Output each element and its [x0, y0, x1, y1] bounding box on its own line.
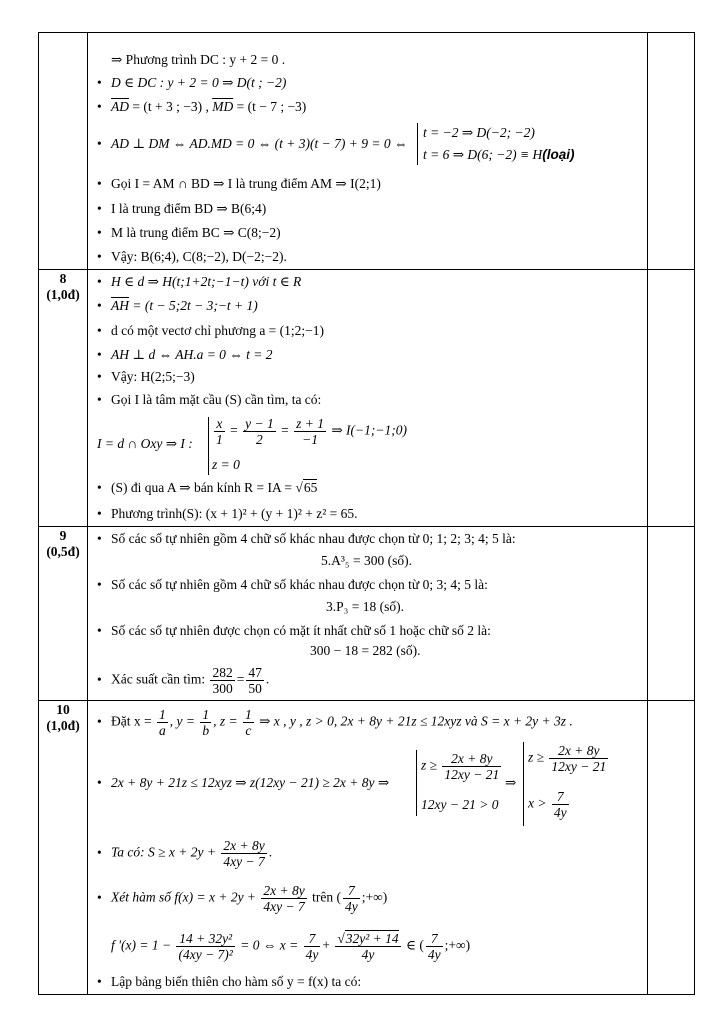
q10-system: ⇒ — [505, 775, 517, 790]
q9-line: • Số các số tự nhiên gồm 4 chữ số khác nhau được chọn từ 0; 1; 2; 3; 4; 5 là: — [97, 531, 516, 546]
q10-line: • Đặt x = $\frac{1}{a}$ , y = $\frac{1}{b}$ , z = $\frac{1}{c}$ ⇒ x , y , z > 0, 2x + 8y + 21z ≤ 12xyz và S = x + 2y + 3z . — [97, 707, 573, 738]
q7-case: t = 6 ⇒ D(6; −2) ≡ H(loại) — [423, 147, 575, 162]
bracket — [417, 123, 418, 165]
bracket — [416, 750, 417, 816]
q10-system: z ≥ $\frac{2x + 8y}{12xy - 21}$ — [528, 743, 607, 774]
q9-result: 3.P₃ = 18 (số). — [326, 599, 404, 614]
q10-line: • Lập bảng biến thiên cho hàm số y = f(x) ta có: — [97, 974, 362, 989]
q10-system: z ≥ $\frac{2x + 8y}{12xy - 21}$ — [421, 751, 500, 782]
q8-system: $\frac{x}{1}$ = $\frac{y - 1}{2}$ = $\frac{z + 1}{-1}$ ⇒ I(−1;−1;0) — [216, 416, 407, 447]
q8-line: • H ∈ d ⇒ H(t;1+2t;−1−t) với t ∈ R — [97, 274, 302, 289]
answer-table — [38, 32, 695, 995]
q10-system: 12xy − 21 > 0 — [421, 797, 499, 812]
column-divider — [87, 33, 88, 994]
q7-line: • $\overline{AD} = (t + 3$ ; −3) , $\overline{MD} = (t - 7$ ; −3) — [97, 99, 307, 114]
q7-line: • D ∈ DC : y + 2 = 0 ⇒ D(t ; −2) — [97, 75, 287, 90]
q10-line: • Ta có: S ≥ x + 2y + $\frac{2x + 8y}{4xy - 7}$ . — [97, 838, 273, 869]
bracket — [208, 417, 209, 475]
q9-line: • Xác suất cần tìm: $\frac{282}{300}$ = $\frac{47}{50}$ . — [97, 665, 270, 696]
q8-line: • Gọi I là tâm mặt cầu (S) cần tìm, ta có: — [97, 392, 322, 407]
q10-system: x > $\frac{7}{4y}$ — [528, 789, 567, 820]
q8-line: I = d ∩ Oxy ⇒ I : — [97, 436, 193, 451]
q7-line: ⇒ Phương trình DC : y + 2 = 0 . — [111, 52, 286, 67]
q7-line: • Gọi I = AM ∩ BD ⇒ I là trung điểm AM ⇒ I(2;1) — [97, 176, 381, 191]
question-9-label: 9 (0,5đ) — [46, 528, 80, 559]
q7-line: • I là trung điểm BD ⇒ B(6;4) — [97, 201, 267, 216]
row-divider — [39, 700, 694, 701]
q9-line: • Số các số tự nhiên gồm 4 chữ số khác nhau được chọn từ 0; 3; 4; 5 là: — [97, 577, 488, 592]
q10-line: f '(x) = 1 − $\frac{\text{14 + 32y²}}{\text{(4xy − 7)²}}$ = 0 ⇔ x = $\frac{7}{4y}$ + $\frac{\text{√32y² + 14}}{4y}$ ∈ ( $\frac{7}{4y}$ ;+∞) — [111, 931, 471, 962]
bracket — [523, 742, 524, 826]
q7-line: • M là trung điểm BC ⇒ C(8;−2) — [97, 225, 281, 240]
row-divider — [39, 269, 694, 270]
q10-line: • 2x + 8y + 21z ≤ 12xyz ⇒ z(12xy − 21) ≥ 2x + 8y ⇒ — [97, 775, 390, 790]
q10-line: • Xét hàm số f(x) = x + 2y + $\frac{2x + 8y}{4xy - 7}$ trên ( $\frac{7}{4y}$ ;+∞) — [97, 883, 388, 914]
question-10-label: 10 (1,0đ) — [46, 702, 80, 733]
q7-line: • Vậy: B(6;4), C(8;−2), D(−2;−2). — [97, 249, 287, 264]
column-divider — [647, 33, 648, 994]
q8-line: • AH ⊥ d ⇔ AH.a = 0 ⇔ t = 2 — [97, 347, 273, 362]
q9-line: • Số các số tự nhiên được chọn có mặt ít nhất chữ số 1 hoặc chữ số 2 là: — [97, 623, 491, 638]
q9-result: 300 − 18 = 282 (số). — [310, 643, 421, 658]
q8-line: • (S) đi qua A ⇒ bán kính R = IA = √65 — [97, 480, 318, 495]
q8-line: • Phương trình(S): (x + 1)² + (y + 1)² + z² = 65. — [97, 506, 358, 521]
q8-line: • $\overline{AH} = (t$ − 5;2t − 3;−t + 1) — [97, 298, 258, 313]
q9-result: 5.A³₅ = 300 (số). — [321, 553, 412, 568]
row-divider — [39, 526, 694, 527]
q7-line: • AD ⊥ DM ⇔ AD.MD = 0 ⇔ (t + 3)(t − 7) + 9 = 0 ⇔ — [97, 136, 408, 151]
q8-system: z = 0 — [212, 457, 240, 472]
question-8-label: 8 (1,0đ) — [46, 271, 80, 302]
q7-case: t = −2 ⇒ D(−2; −2) — [423, 125, 535, 140]
q8-line: • Vậy: H(2;5;−3) — [97, 369, 195, 384]
q8-line: • d có một vectơ chỉ phương a = (1;2;−1) — [97, 323, 325, 338]
